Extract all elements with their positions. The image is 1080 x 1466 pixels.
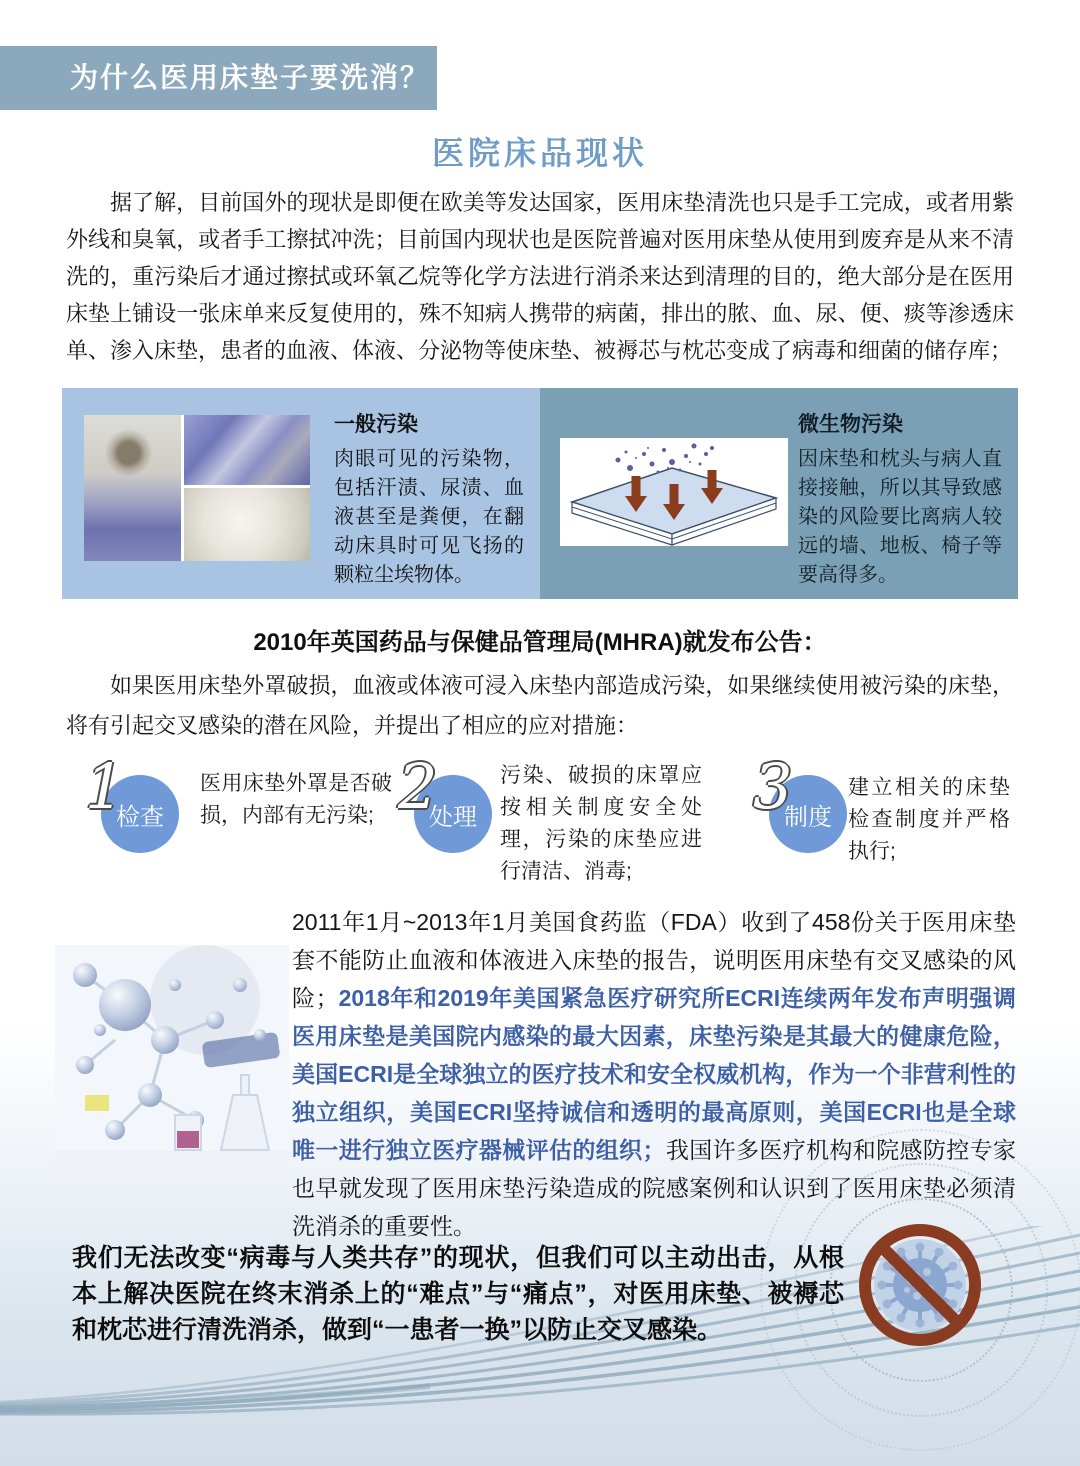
bedding-pile-photo — [184, 488, 310, 561]
ecri-text-blue: 2018年和2019年美国紧急医疗研究所ECRI连续两年发布声明强调医用床垫是美国院内感染的最大因素，床垫污染是其最大的健康危险，美国ECRI是全球独立的医疗技术和安全权威机构，作为一个非营利性的独立组织，美国ECRI坚持诚信和透明的最高原则，美国ECRI也是全球唯一进行独立医疗器械评估的组织； — [292, 985, 1016, 1163]
general-pollution-text — [334, 408, 524, 590]
mattress-illustration — [560, 438, 788, 546]
conclusion-paragraph: 我们无法改变“病毒与人类共存”的现状，但我们可以主动出击，从根本上解决医院在终末消杀上的“难点”与“痛点”，对医用床垫、被褥芯和枕芯进行清洗消杀，做到“一患者一换”以防止交叉感染。 — [72, 1244, 844, 1344]
stained-mattress-photo — [84, 415, 181, 561]
measure-2-label: 处理 — [429, 803, 477, 831]
microbial-pollution-title: 微生物污染 — [798, 413, 903, 436]
no-virus-icon — [855, 1220, 985, 1350]
section-title: 医院床品现状 — [431, 135, 648, 171]
measure-1-number: 1 — [85, 750, 125, 823]
measure-2-badge — [398, 750, 508, 866]
hospital-bed-photo — [184, 415, 310, 485]
measure-3-badge — [753, 750, 863, 866]
mhra-paragraph: 如果医用床垫外罩破损，血液或体液可浸入床垫内部造成污染，如果继续使用被污染的床垫，将有引起交叉感染的潜在风险，并提出了相应的应对措施： — [66, 673, 1014, 738]
microbial-pollution-body: 因床垫和枕头与病人直接接触，所以其导致感染的风险要比离病人较远的墙、地板、椅子等要高得多。 — [798, 448, 1002, 586]
bed-photo-collage — [84, 415, 310, 561]
measure-2-number: 2 — [398, 750, 438, 823]
measure-3-number: 3 — [753, 750, 793, 823]
mhra-heading: 2010年英国药品与保健品管理局(MHRA)就发布公告： — [253, 629, 827, 656]
general-pollution-body: 肉眼可见的污染物，包括汗渍、尿渍、血液甚至是粪便，在翻动床具时可见飞扬的颗粒尘埃物体。 — [334, 448, 524, 586]
measure-1-label: 检查 — [116, 803, 164, 831]
molecule-flasks-illustration — [55, 945, 289, 1183]
fda-text-black-1: 2011年1月~2013年1月美国食药监（FDA）收到了458份关于医用床垫套不能防止血液和体液进入床垫的报告，说明医用床垫有交叉感染的风险； — [292, 909, 1016, 1011]
general-pollution-box — [62, 388, 540, 599]
microbial-pollution-box — [540, 388, 1018, 599]
microbial-pollution-text — [798, 408, 1002, 590]
fda-text-black-2: 我国许多医疗机构和院感防控专家也早就发现了医用床垫污染造成的院感案例和认识到了医用床垫必须清洗消杀的重要性。 — [292, 1137, 1017, 1239]
measure-3-label: 制度 — [784, 803, 832, 831]
measure-2-text: 污染、破损的床罩应按相关制度安全处理，污染的床垫应进行清洁、消毒; — [500, 764, 702, 883]
measure-1-text: 医用床垫外罩是否破损，内部有无污染; — [200, 772, 392, 827]
header-banner — [0, 46, 437, 110]
measure-1-badge — [85, 750, 195, 866]
mattress-arrows-icon — [560, 438, 788, 546]
lab-molecule-image — [55, 945, 289, 1183]
header-banner-text: 为什么医用床垫子要洗消？ — [70, 62, 431, 93]
measure-3-text: 建立相关的床垫检查制度并严格执行; — [848, 776, 1010, 863]
general-pollution-title: 一般污染 — [334, 413, 418, 436]
pollution-boxes-row — [62, 388, 1018, 599]
intro-paragraph: 据了解，目前国外的现状是即便在欧美等发达国家，医用床垫清洗也只是手工完成，或者用紫外线和臭氧，或者手工擦拭冲洗；目前国内现状也是医院普遍对医用床垫从使用到废弃是从来不清洗的，重污染后才通过擦拭或环氧乙烷等化学方法进行消杀来达到清理的目的，绝大部分是在医用床垫上铺设一张床单来反复使用的，殊不知病人携带的病菌，排出的脓、血、尿、便、痰等渗透床单、渗入床垫，患者的血液、体液、分泌物等使床垫、被褥芯与枕芯变成了病毒和细菌的储存库； — [66, 190, 1014, 363]
